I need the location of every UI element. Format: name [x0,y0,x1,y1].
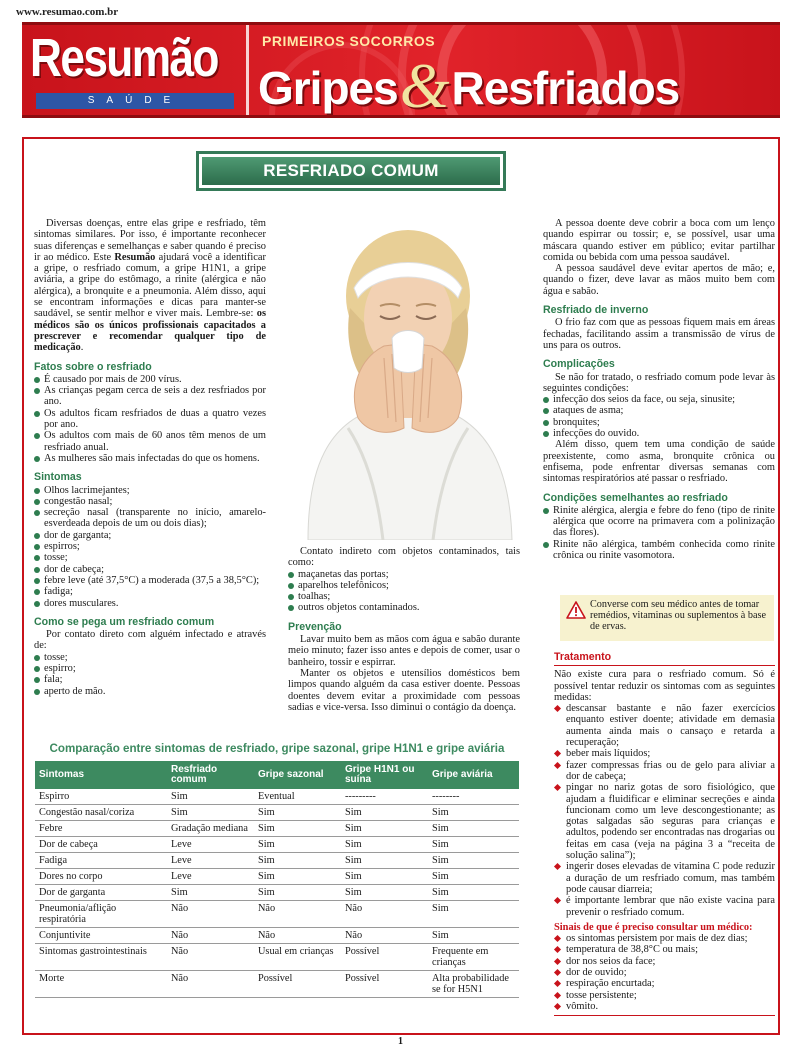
intro-paragraph: Diversas doenças, entre elas gripe e resfriado, têm sintomas similares. Por isso, é importante reconhecer suas diferenças e semelhanças e saber quando é preciso ir ao médico. Este Resumão ajudará você a identificar a gripe, o resfriado comum, a gripe H1N1, a gripe aviária, a gripe do estômago, a rinite (alérgica e não alérgica), a bronquite e a pneumonia. Além disso, aqui se encontram informações e dicas para manter-se saudável, se sentir melhor e viver mais. Lembre-se: os médicos são os únicos profissionais capacitados a prescrever e recomendar qualquer tipo de medicação. [34,218,266,354]
table-row [35,901,519,928]
table-row [35,944,519,971]
table-cell: Sim [254,853,341,869]
table-header: Resfriado comum [167,761,254,789]
list-item: espirro; [34,663,266,674]
table-cell: Sim [428,928,519,944]
site-url[interactable]: www.resumao.com.br [16,6,119,18]
complications-paragraph: Se não for tratado, o resfriado comum pode levar às seguintes condições: [543,371,775,394]
table-cell: Congestão nasal/coriza [35,805,167,821]
list-item: dores musculares. [34,598,266,609]
table-cell: Sim [341,869,428,885]
list-item: infecções do ouvido. [543,428,775,439]
list-item: espirros; [34,541,266,552]
table-cell: Febre [35,821,167,837]
list-item: fala; [34,674,266,685]
list-item: congestão nasal; [34,496,266,507]
list-item: vômito. [554,1001,775,1012]
list-item: tosse persistente; [554,990,775,1001]
table-cell: Sintomas gastrointestinais [35,944,167,971]
similar-list [543,505,775,561]
winter-heading: Resfriado de inverno [543,304,649,317]
table-cell: Possível [254,971,341,998]
table-cell: Usual em crianças [254,944,341,971]
left-column [34,218,266,697]
signs-heading: Sinais de que é preciso consultar um médico: [554,921,753,933]
table-cell: Eventual [254,789,341,805]
list-item: febre leve (até 37,5°C) a moderada (37,5 a 38,5°C); [34,575,266,586]
table-cell: Não [254,901,341,928]
table-header: Sintomas [35,761,167,789]
table-cell: Sim [428,869,519,885]
table-header-row [35,761,519,789]
list-item: Rinite alérgica, alergia e febre do feno (tipo de rinite alérgica que ocorre na primavera com a polinização das flores). [543,505,775,539]
list-item: fadiga; [34,586,266,597]
list-item: respiração encurtada; [554,978,775,989]
warning-icon [566,601,586,619]
table-cell: Espirro [35,789,167,805]
indirect-paragraph: Contato indireto com objetos contaminados, tais como: [288,546,520,569]
list-item: É causado por mais de 200 vírus. [34,374,266,385]
brand-logo [30,28,240,113]
table-cell: --------- [341,789,428,805]
list-item: Os adultos ficam resfriados de duas a quatro vezes por ano. [34,408,266,431]
list-item: secreção nasal (transparente no início, amarelo-esverdeada depois de um ou dois dias); [34,507,266,530]
table-cell: Não [167,944,254,971]
title-ampersand: & [399,50,450,118]
list-item: ingerir doses elevadas de vitamina C pode reduzir a duração de um resfriado comum, mas também pode causar diarreia; [554,861,775,895]
list-item: Rinite não alérgica, também conhecida como rinite crônica ou rinite vasomotora. [543,539,775,562]
table-row [35,869,519,885]
table-cell: Sim [341,885,428,901]
title-gripes: Gripes [258,62,398,114]
photo-illustration [288,218,522,540]
table-cell: Sim [254,805,341,821]
table-header: Gripe aviária [428,761,519,789]
table-header: Gripe H1N1 ou suína [341,761,428,789]
table-cell: Sim [254,821,341,837]
signs-list [554,933,775,1016]
table-cell: Sim [167,789,254,805]
middle-column [288,546,520,713]
list-item: temperatura de 38,8°C ou mais; [554,944,775,955]
similar-heading: Condições semelhantes ao resfriado [543,491,728,504]
list-item: fazer compressas frias ou de gelo para aliviar a dor de cabeça; [554,760,775,783]
indirect-list [288,569,520,614]
cover-paragraph: A pessoa saudável deve evitar apertos de mão; e, quando o fizer, deve lavar as mãos muito bem com água e sabão. [543,263,775,297]
table-cell: Dor de garganta [35,885,167,901]
table-cell: Sim [254,869,341,885]
table-cell: -------- [428,789,519,805]
list-item: As crianças pegam cerca de seis a dez resfriados por ano. [34,385,266,408]
list-item: é importante lembrar que não existe vacina para prevenir o resfriado comum. [554,895,775,918]
warning-text: Converse com seu médico antes de tomar remédios, vitaminas ou suplementos à base de ervas. [590,599,766,633]
table-row [35,805,519,821]
table-cell: Sim [254,837,341,853]
complications-list [543,394,775,439]
list-item: ataques de asma; [543,405,775,416]
table-cell: Sim [341,837,428,853]
list-item: dor de ouvido; [554,967,775,978]
table-row [35,971,519,998]
table-cell: Possível [341,971,428,998]
list-item: As mulheres são mais infectadas do que os homens. [34,453,266,464]
list-item: descansar bastante e não fazer exercícios enquanto estiver doente; atividade em demasia aumenta ainda mais o cansaço e retarda a recuperação; [554,703,775,748]
logo-wordmark: Resumão [30,28,218,88]
contagion-heading: Como se pega um resfriado comum [34,615,215,628]
table-cell: Dores no corpo [35,869,167,885]
logo-subtitle: SAÚDE [36,93,234,109]
list-item: tosse; [34,552,266,563]
banner-divider [246,25,249,118]
woman-sneezing-photo [288,218,522,540]
table-cell: Alta probabilidade se for H5N1 [428,971,519,998]
list-item: tosse; [34,652,266,663]
table-row [35,928,519,944]
table-cell: Não [167,928,254,944]
table-cell: Fadiga [35,853,167,869]
table-cell: Sim [341,853,428,869]
winter-paragraph: O frio faz com que as pessoas fiquem mais em áreas fechadas, facilitando assim a transmissão de vírus de uns para os outros. [543,317,775,351]
list-item: dor nos seios da face; [554,956,775,967]
table-cell: Sim [428,853,519,869]
table-cell: Morte [35,971,167,998]
banner-kicker: PRIMEIROS SOCORROS [262,33,436,49]
section-title: RESFRIADO COMUM [202,157,500,185]
prevention-heading: Prevenção [288,620,342,633]
table-row [35,837,519,853]
treatment-section [554,652,775,1016]
right-column [543,218,775,561]
treatment-heading: Tratamento [554,652,775,666]
table-cell: Sim [428,821,519,837]
table-cell: Não [167,971,254,998]
list-item: os sintomas persistem por mais de dez dias; [554,933,775,944]
table-cell: Sim [341,821,428,837]
table-cell: Frequente em crianças [428,944,519,971]
table-cell: Leve [167,837,254,853]
list-item: dor de cabeça; [34,564,266,575]
table-row [35,821,519,837]
title-resfriados: Resfriados [451,62,680,114]
list-item: Olhos lacrimejantes; [34,485,266,496]
cover-paragraph: A pessoa doente deve cobrir a boca com um lenço quando espirrar ou tossir; e, se possível, usar uma máscara quando estiver em público; evitar partilhar comida ou bebida com uma pessoa saudável. [543,218,775,263]
complications-heading: Complicações [543,358,615,371]
list-item: bronquites; [543,417,775,428]
table-cell: Não [167,901,254,928]
facts-heading: Fatos sobre o resfriado [34,360,152,373]
contagion-list [34,652,266,697]
prevention-paragraph: Manter os objetos e utensílios domésticos bem limpos quando alguém da casa estiver doente. Pessoas doentes devem evitar a proximidade com pessoas sadias e vice-versa. Isso diminui o contágio da doença. [288,667,520,713]
section-title-box [196,151,506,191]
list-item: toalhas; [288,591,520,602]
comparison-table [35,761,519,998]
table-cell: Não [341,901,428,928]
list-item: aparelhos telefônicos; [288,580,520,591]
list-item: pingar no nariz gotas de soro fisiológico, que ajudam a fluidificar e eliminar secreções e ainda funcionam como um leve descongestionante; as gotas salgadas são seguras para crianças e adultos, podendo ser encontradas nas drogarias ou feitas em casa (veja na página 3 a “receita de solução salina”); [554,782,775,861]
list-item: maçanetas das portas; [288,569,520,580]
list-item: beber mais líquidos; [554,748,775,759]
warning-box [560,595,774,641]
table-cell: Sim [167,885,254,901]
header-banner [22,22,780,118]
table-cell: Leve [167,869,254,885]
table-row [35,885,519,901]
table-cell: Sim [428,901,519,928]
list-item: Os adultos com mais de 60 anos têm menos de um resfriado anual. [34,430,266,453]
table-cell: Conjuntivite [35,928,167,944]
table-cell: Sim [341,805,428,821]
table-cell: Leve [167,853,254,869]
table-cell: Sim [254,885,341,901]
banner-title [258,45,680,118]
table-cell: Sim [428,885,519,901]
list-item: aperto de mão. [34,686,266,697]
symptoms-list [34,485,266,609]
list-item: dor de garganta; [34,530,266,541]
table-cell: Não [254,928,341,944]
page-number: 1 [398,1036,403,1047]
symptoms-heading: Sintomas [34,471,82,484]
table-cell: Sim [167,805,254,821]
table-cell: Pneumonia/aflição respiratória [35,901,167,928]
prevention-paragraph: Lavar muito bem as mãos com água e sabão durante meio minuto; fazer isso antes e depois de comer, usar o banheiro, tossir e espirrar. [288,634,520,668]
complications-more: Além disso, quem tem uma condição de saúde preexistente, como asma, bronquite crônica ou enfisema, pode enfrentar diversas semanas com sintomas respiratórios até passar o resfriado. [543,439,775,485]
table-row [35,789,519,805]
table-body [35,789,519,998]
table-row [35,853,519,869]
table-title: Comparação entre sintomas de resfriado, gripe sazonal, gripe H1N1 e gripe aviária [49,742,505,755]
contagion-paragraph: Por contato direto com alguém infectado e através de: [34,629,266,652]
treatment-paragraph: Não existe cura para o resfriado comum. Só é possível tentar reduzir os sintomas com as seguintes medidas: [554,669,775,703]
table-cell: Sim [428,837,519,853]
list-item: outros objetos contaminados. [288,602,520,613]
treatment-list [554,703,775,918]
table-cell: Gradação mediana [167,821,254,837]
table-header: Gripe sazonal [254,761,341,789]
table-cell: Dor de cabeça [35,837,167,853]
facts-list [34,374,266,464]
table-cell: Sim [428,805,519,821]
table-cell: Não [341,928,428,944]
list-item: infecção dos seios da face, ou seja, sinusite; [543,394,775,405]
table-cell: Possível [341,944,428,971]
